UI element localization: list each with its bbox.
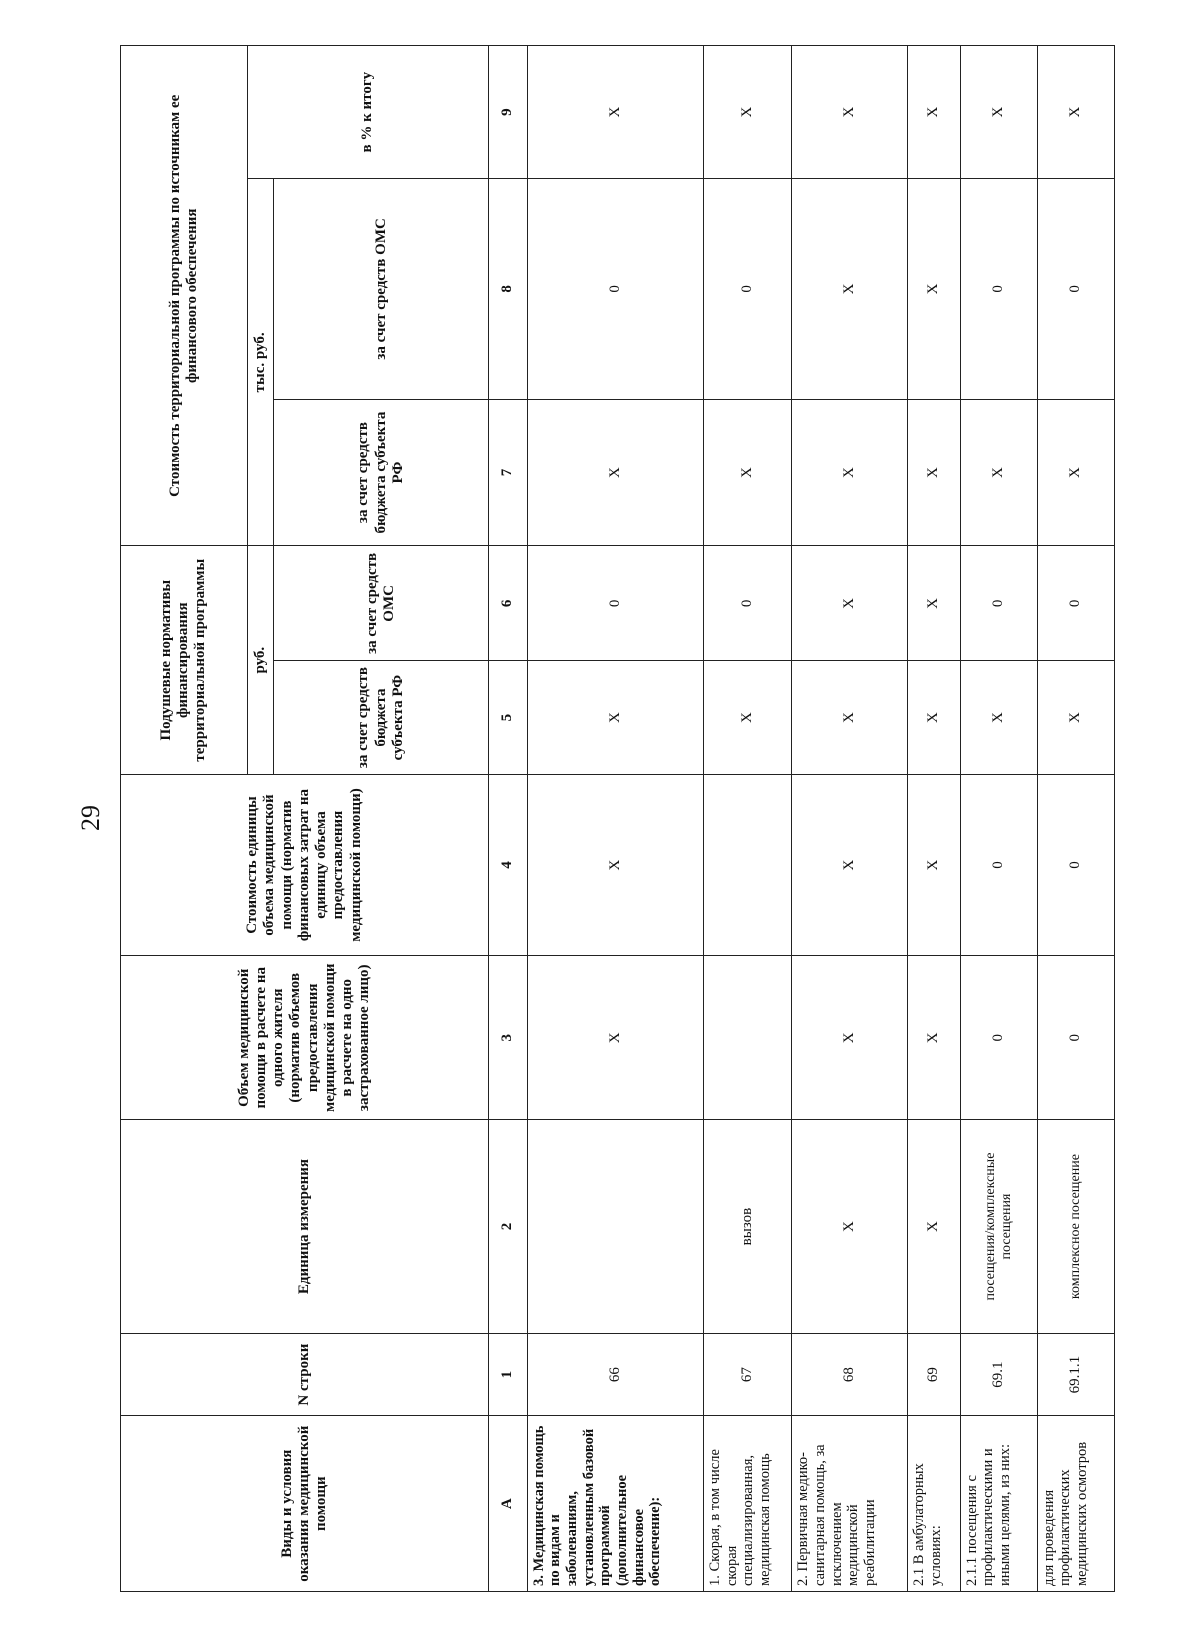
row-c7: X <box>907 399 960 546</box>
row-c8: 0 <box>1037 179 1114 399</box>
row-c5: X <box>704 661 792 775</box>
row-c9: X <box>907 46 960 179</box>
header-col-a: Виды и условия оказания медицинской помощи <box>121 1416 489 1592</box>
row-c8: 0 <box>527 179 703 399</box>
row-c9: X <box>792 46 908 179</box>
page-number: 29 <box>76 805 105 831</box>
row-c3 <box>704 956 792 1120</box>
row-c6: X <box>907 546 960 661</box>
row-c9: X <box>960 46 1037 179</box>
table-row <box>704 46 792 1592</box>
column-number: 2 <box>489 1120 528 1333</box>
row-c3: X <box>527 956 703 1120</box>
row-line-number: 69.1 <box>960 1333 1037 1416</box>
column-number: 4 <box>489 774 528 955</box>
header-col-8: за счет средств ОМС <box>274 179 489 399</box>
row-c3: X <box>792 956 908 1120</box>
row-unit: X <box>792 1120 908 1333</box>
row-c4: X <box>792 774 908 955</box>
row-label: 1. Скорая, в том числе скорая специализированная, медицинская помощь <box>704 1416 792 1592</box>
header-col-9: в % к итогу <box>247 46 489 179</box>
row-c8: 0 <box>960 179 1037 399</box>
header-col-2: Единица измерения <box>121 1120 489 1333</box>
row-line-number: 69.1.1 <box>1037 1333 1114 1416</box>
row-label: 2.1.1 посещения с профилактическими и иными целями, из них: <box>960 1416 1037 1592</box>
row-c9: X <box>527 46 703 179</box>
row-c3: 0 <box>960 956 1037 1120</box>
row-c4: X <box>907 774 960 955</box>
row-c5: X <box>907 661 960 775</box>
row-c7: X <box>960 399 1037 546</box>
row-c4: X <box>527 774 703 955</box>
header-col-7: за счет средств бюджета субъекта РФ <box>274 399 489 546</box>
row-line-number: 66 <box>527 1333 703 1416</box>
header-unit-rub: руб. <box>247 546 274 774</box>
column-number: 9 <box>489 46 528 179</box>
row-c6: 0 <box>1037 546 1114 661</box>
row-c3: X <box>907 956 960 1120</box>
row-line-number: 67 <box>704 1333 792 1416</box>
row-c5: X <box>792 661 908 775</box>
row-label: для проведения профилактических медицинских осмотров <box>1037 1416 1114 1592</box>
row-c8: X <box>792 179 908 399</box>
row-c8: 0 <box>704 179 792 399</box>
table-row <box>1037 46 1114 1592</box>
row-label: 2. Первичная медико-санитарная помощь, за исключением медицинской реабилитации <box>792 1416 908 1592</box>
row-label: 2.1 В амбулаторных условиях: <box>907 1416 960 1592</box>
table-row <box>907 46 960 1592</box>
table-row <box>792 46 908 1592</box>
row-line-number: 68 <box>792 1333 908 1416</box>
row-c4: 0 <box>960 774 1037 955</box>
header-col-5: за счет средств бюджета субъекта РФ <box>274 661 489 775</box>
column-number: 7 <box>489 399 528 546</box>
row-line-number: 69 <box>907 1333 960 1416</box>
territorial-program-table <box>120 45 1115 1592</box>
row-c7: X <box>1037 399 1114 546</box>
row-c5: X <box>527 661 703 775</box>
row-c9: X <box>1037 46 1114 179</box>
row-c8: X <box>907 179 960 399</box>
column-number: 1 <box>489 1333 528 1416</box>
row-c9: X <box>704 46 792 179</box>
header-group-5-6: Подушевые нормативы финансирования территориальной программы <box>121 546 248 774</box>
row-c7: X <box>704 399 792 546</box>
header-col-4: Стоимость единицы объема медицинской помощи (норматив финансовых затрат на единицу объема предоставления медицинской помощи) <box>121 774 489 955</box>
column-number: 8 <box>489 179 528 399</box>
row-c4 <box>704 774 792 955</box>
row-c3: 0 <box>1037 956 1114 1120</box>
table-row <box>960 46 1037 1592</box>
row-c6: 0 <box>527 546 703 661</box>
row-unit: посещения/комплексные посещения <box>960 1120 1037 1333</box>
column-number: 3 <box>489 956 528 1120</box>
row-c4: 0 <box>1037 774 1114 955</box>
row-unit: комплексное посещение <box>1037 1120 1114 1333</box>
header-col-3: Объем медицинской помощи в расчете на одного жителя (норматив объемов предоставления медицинской помощи в расчете на одно застрахованное лицо) <box>121 956 489 1120</box>
row-label: 3. Медицинская помощь по видам и заболеваниям, установленным базовой программой (дополнительное финансовое обеспечение): <box>527 1416 703 1592</box>
row-unit: X <box>907 1120 960 1333</box>
table-row <box>527 46 703 1592</box>
row-c6: 0 <box>960 546 1037 661</box>
row-c6: X <box>792 546 908 661</box>
column-number: А <box>489 1416 528 1592</box>
header-col-1: N строки <box>121 1333 489 1416</box>
header-group-7-9: Стоимость территориальной программы по источникам ее финансового обеспечения <box>121 46 248 547</box>
header-col-6: за счет средств ОМС <box>274 546 489 661</box>
header-unit-thousand-rub: тыс. руб. <box>247 179 274 546</box>
row-unit: вызов <box>704 1120 792 1333</box>
row-c7: X <box>792 399 908 546</box>
row-unit <box>527 1120 703 1333</box>
column-number: 5 <box>489 661 528 775</box>
column-number: 6 <box>489 546 528 661</box>
row-c7: X <box>527 399 703 546</box>
row-c5: X <box>960 661 1037 775</box>
row-c6: 0 <box>704 546 792 661</box>
row-c5: X <box>1037 661 1114 775</box>
